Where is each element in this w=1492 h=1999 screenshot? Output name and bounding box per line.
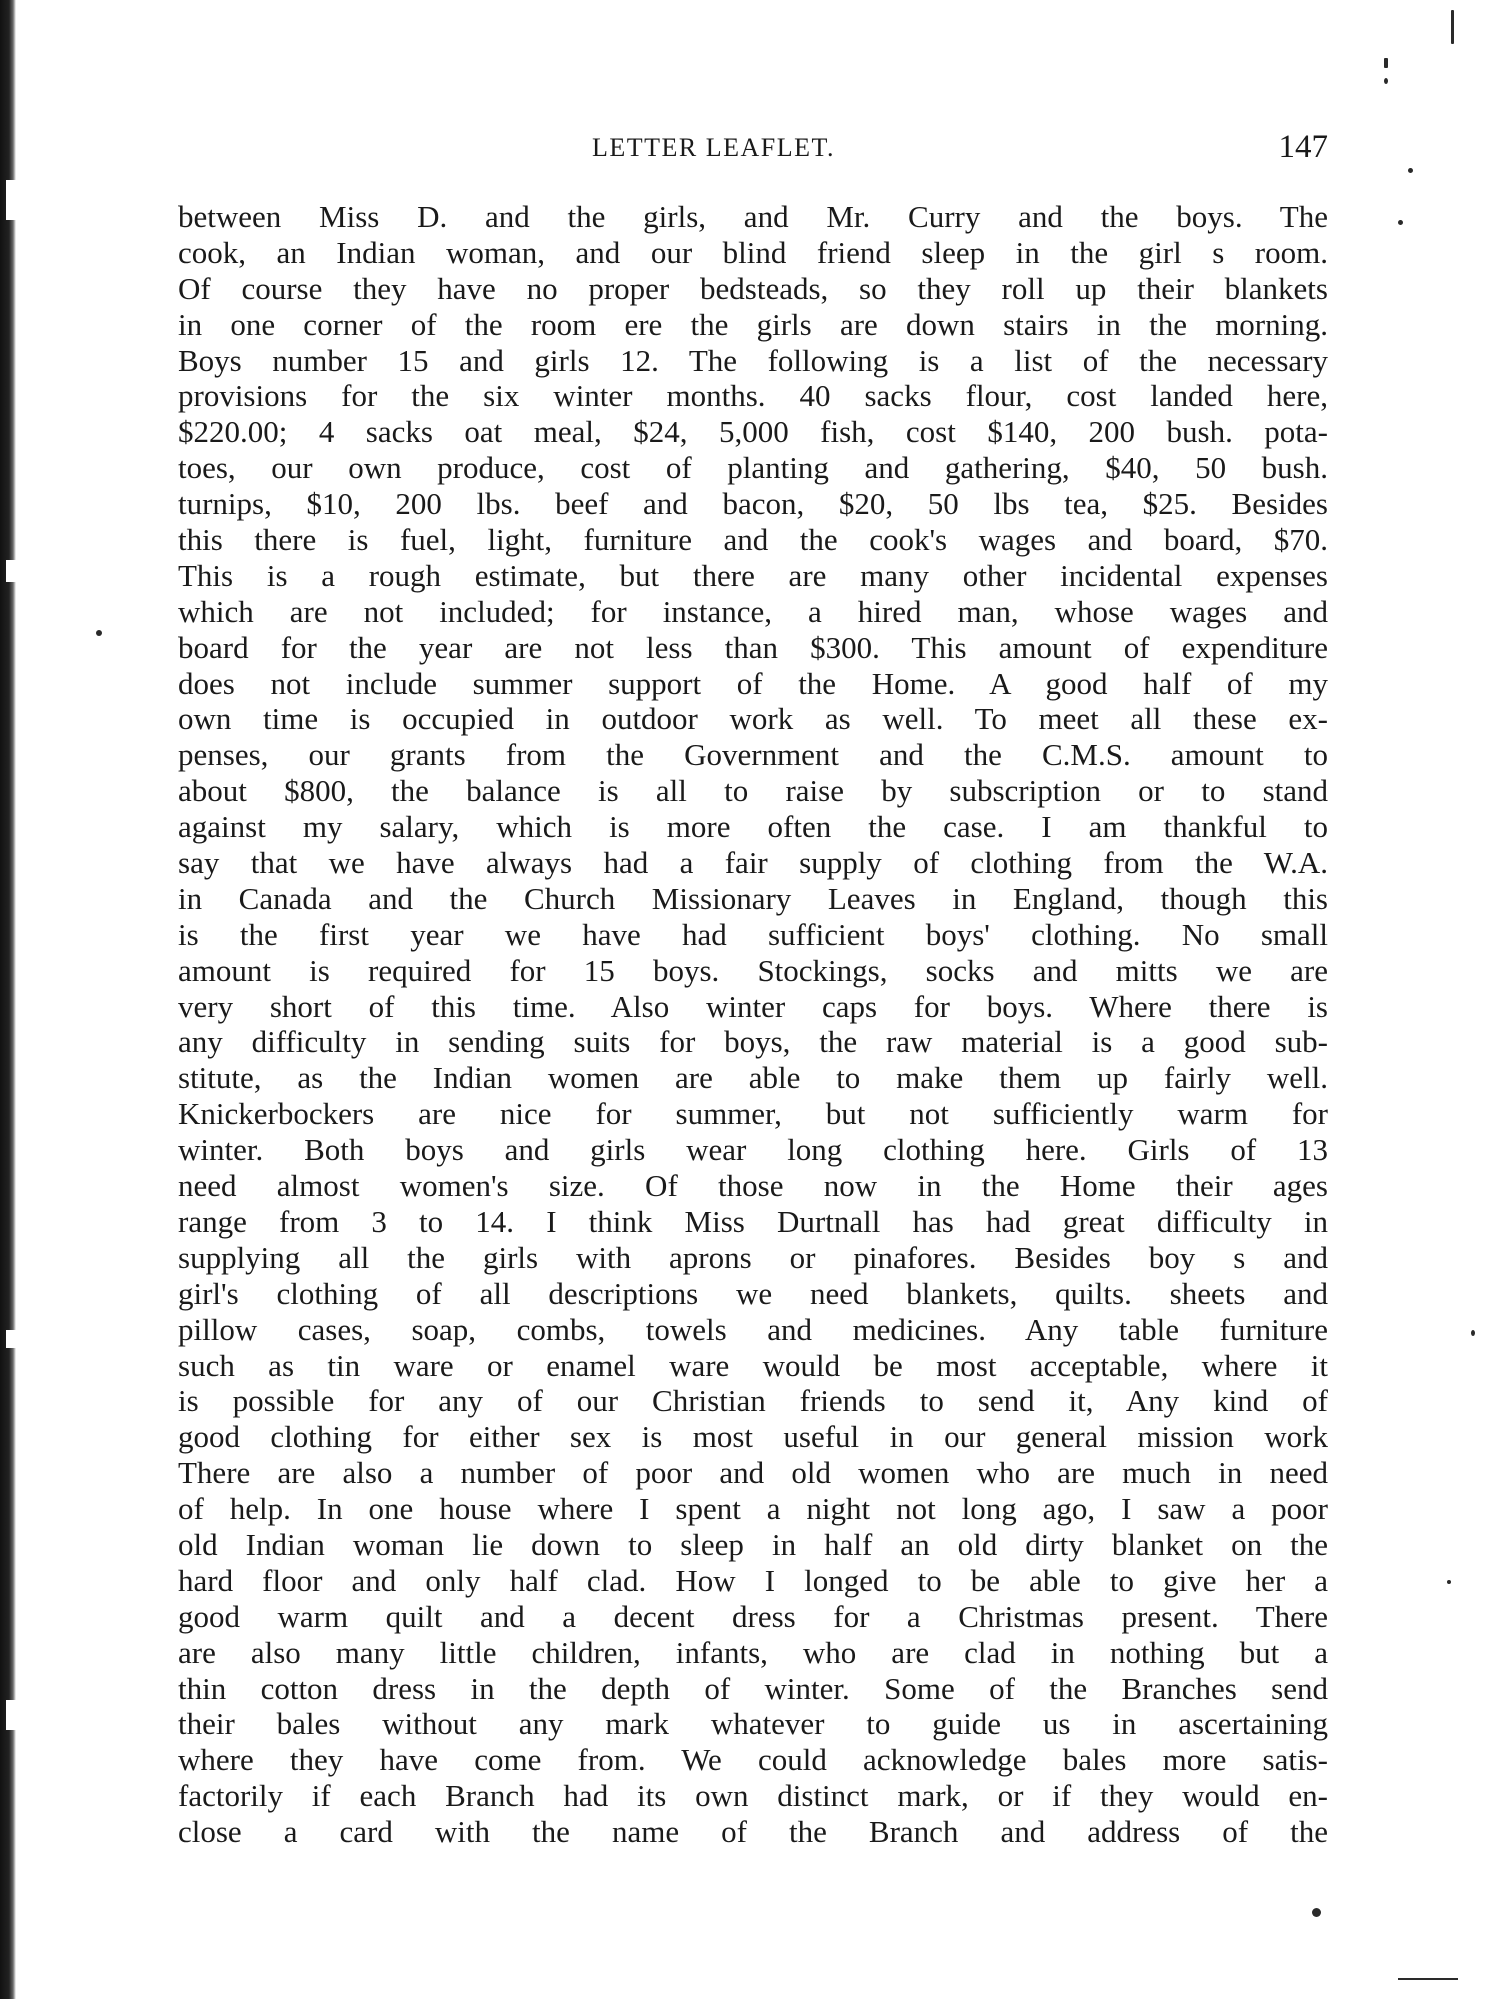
text-line: girl's clothing of all descriptions we need blankets, quilts. sheets and: [178, 1275, 1328, 1311]
scan-speck: [1447, 1580, 1451, 1584]
text-line: hard floor and only half clad. How I longed to be able to give her a: [178, 1562, 1328, 1598]
text-line: where they have come from. We could acknowledge bales more satis-: [178, 1742, 1328, 1778]
text-line: need almost women's size. Of those now in the Home their ages: [178, 1168, 1328, 1204]
text-line: of help. In one house where I spent a night not long ago, I saw a poor: [178, 1491, 1328, 1527]
text-line: against my salary, which is more often the case. I am thankful to: [178, 809, 1328, 845]
page-header: [178, 129, 1328, 173]
text-line: say that we have always had a fair supply of clothing from the W.A.: [178, 845, 1328, 881]
text-line: toes, our own produce, cost of planting and gathering, $40, 50 bush.: [178, 450, 1328, 486]
text-line: any difficulty in sending suits for boys, the raw material is a good sub-: [178, 1024, 1328, 1060]
scan-speck: [1471, 1330, 1475, 1336]
scan-speck: [1312, 1908, 1321, 1917]
text-line: There are also a number of poor and old women who are much in need: [178, 1455, 1328, 1491]
text-line: close a card with the name of the Branch and address of the: [178, 1814, 1328, 1850]
text-line: own time is occupied in outdoor work as well. To meet all these ex-: [178, 701, 1328, 737]
binding-edge: [0, 0, 16, 1999]
text-line: in one corner of the room ere the girls are down stairs in the morning.: [178, 306, 1328, 342]
scan-speck: [1384, 58, 1388, 68]
text-line: turnips, $10, 200 lbs. beef and bacon, $20, 50 lbs tea, $25. Besides: [178, 486, 1328, 522]
text-line: good warm quilt and a decent dress for a Christmas present. There: [178, 1598, 1328, 1634]
text-line: Boys number 15 and girls 12. The following is a list of the necessary: [178, 342, 1328, 378]
scan-speck: [96, 630, 102, 636]
text-line: which are not included; for instance, a hired man, whose wages and: [178, 593, 1328, 629]
text-line: Knickerbockers are nice for summer, but not sufficiently warm for: [178, 1096, 1328, 1132]
text-line: range from 3 to 14. I think Miss Durtnall has had great difficulty in: [178, 1203, 1328, 1239]
text-line: between Miss D. and the girls, and Mr. Curry and the boys. The: [178, 199, 1328, 234]
text-line: about $800, the balance is all to raise by subscription or to stand: [178, 773, 1328, 809]
text-line: amount is required for 15 boys. Stockings, socks and mitts we are: [178, 952, 1328, 988]
text-line: old Indian woman lie down to sleep in half an old dirty blanket on the: [178, 1526, 1328, 1562]
text-line: $220.00; 4 sacks oat meal, $24, 5,000 fish, cost $140, 200 bush. pota-: [178, 414, 1328, 450]
text-line: this there is fuel, light, furniture and the cook's wages and board, $70.: [178, 522, 1328, 558]
text-line: supplying all the girls with aprons or pinafores. Besides boy s and: [178, 1239, 1328, 1275]
text-line: very short of this time. Also winter caps for boys. Where there is: [178, 988, 1328, 1024]
text-line: stitute, as the Indian women are able to make them up fairly well.: [178, 1060, 1328, 1096]
text-line: such as tin ware or enamel ware would be most acceptable, where it: [178, 1347, 1328, 1383]
body-text: [178, 199, 1328, 1850]
text-line: factorily if each Branch had its own distinct mark, or if they would en-: [178, 1778, 1328, 1814]
page-number: 147: [1278, 129, 1328, 165]
text-line: good clothing for either sex is most useful in our general mission work: [178, 1419, 1328, 1455]
scan-speck: [1408, 168, 1413, 173]
text-line: Of course they have no proper bedsteads, so they roll up their blankets: [178, 270, 1328, 306]
text-line: board for the year are not less than $300. This amount of expenditure: [178, 629, 1328, 665]
text-line: in Canada and the Church Missionary Leaves in England, though this: [178, 880, 1328, 916]
text-line: cook, an Indian woman, and our blind friend sleep in the girl s room.: [178, 234, 1328, 270]
text-line: their bales without any mark whatever to guide us in ascertaining: [178, 1706, 1328, 1742]
scan-speck: [1384, 78, 1388, 84]
text-line: winter. Both boys and girls wear long clothing here. Girls of 13: [178, 1132, 1328, 1168]
scan-speck: [1398, 220, 1403, 225]
text-line: pillow cases, soap, combs, towels and medicines. Any table furniture: [178, 1311, 1328, 1347]
text-line: thin cotton dress in the depth of winter. Some of the Branches send: [178, 1670, 1328, 1706]
text-line: is the first year we have had sufficient boys' clothing. No small: [178, 916, 1328, 952]
text-line: does not include summer support of the Home. A good half of my: [178, 665, 1328, 701]
scan-speck: [1398, 1978, 1458, 1980]
text-line: is possible for any of our Christian friends to send it, Any kind of: [178, 1383, 1328, 1419]
text-line: penses, our grants from the Government and the C.M.S. amount to: [178, 737, 1328, 773]
text-line: are also many little children, infants, who are clad in nothing but a: [178, 1634, 1328, 1670]
text-line: This is a rough estimate, but there are many other incidental expenses: [178, 557, 1328, 593]
running-head: LETTER LEAFLET.: [592, 133, 835, 162]
scan-speck: [1451, 10, 1454, 44]
text-line: provisions for the six winter months. 40 sacks flour, cost landed here,: [178, 378, 1328, 414]
